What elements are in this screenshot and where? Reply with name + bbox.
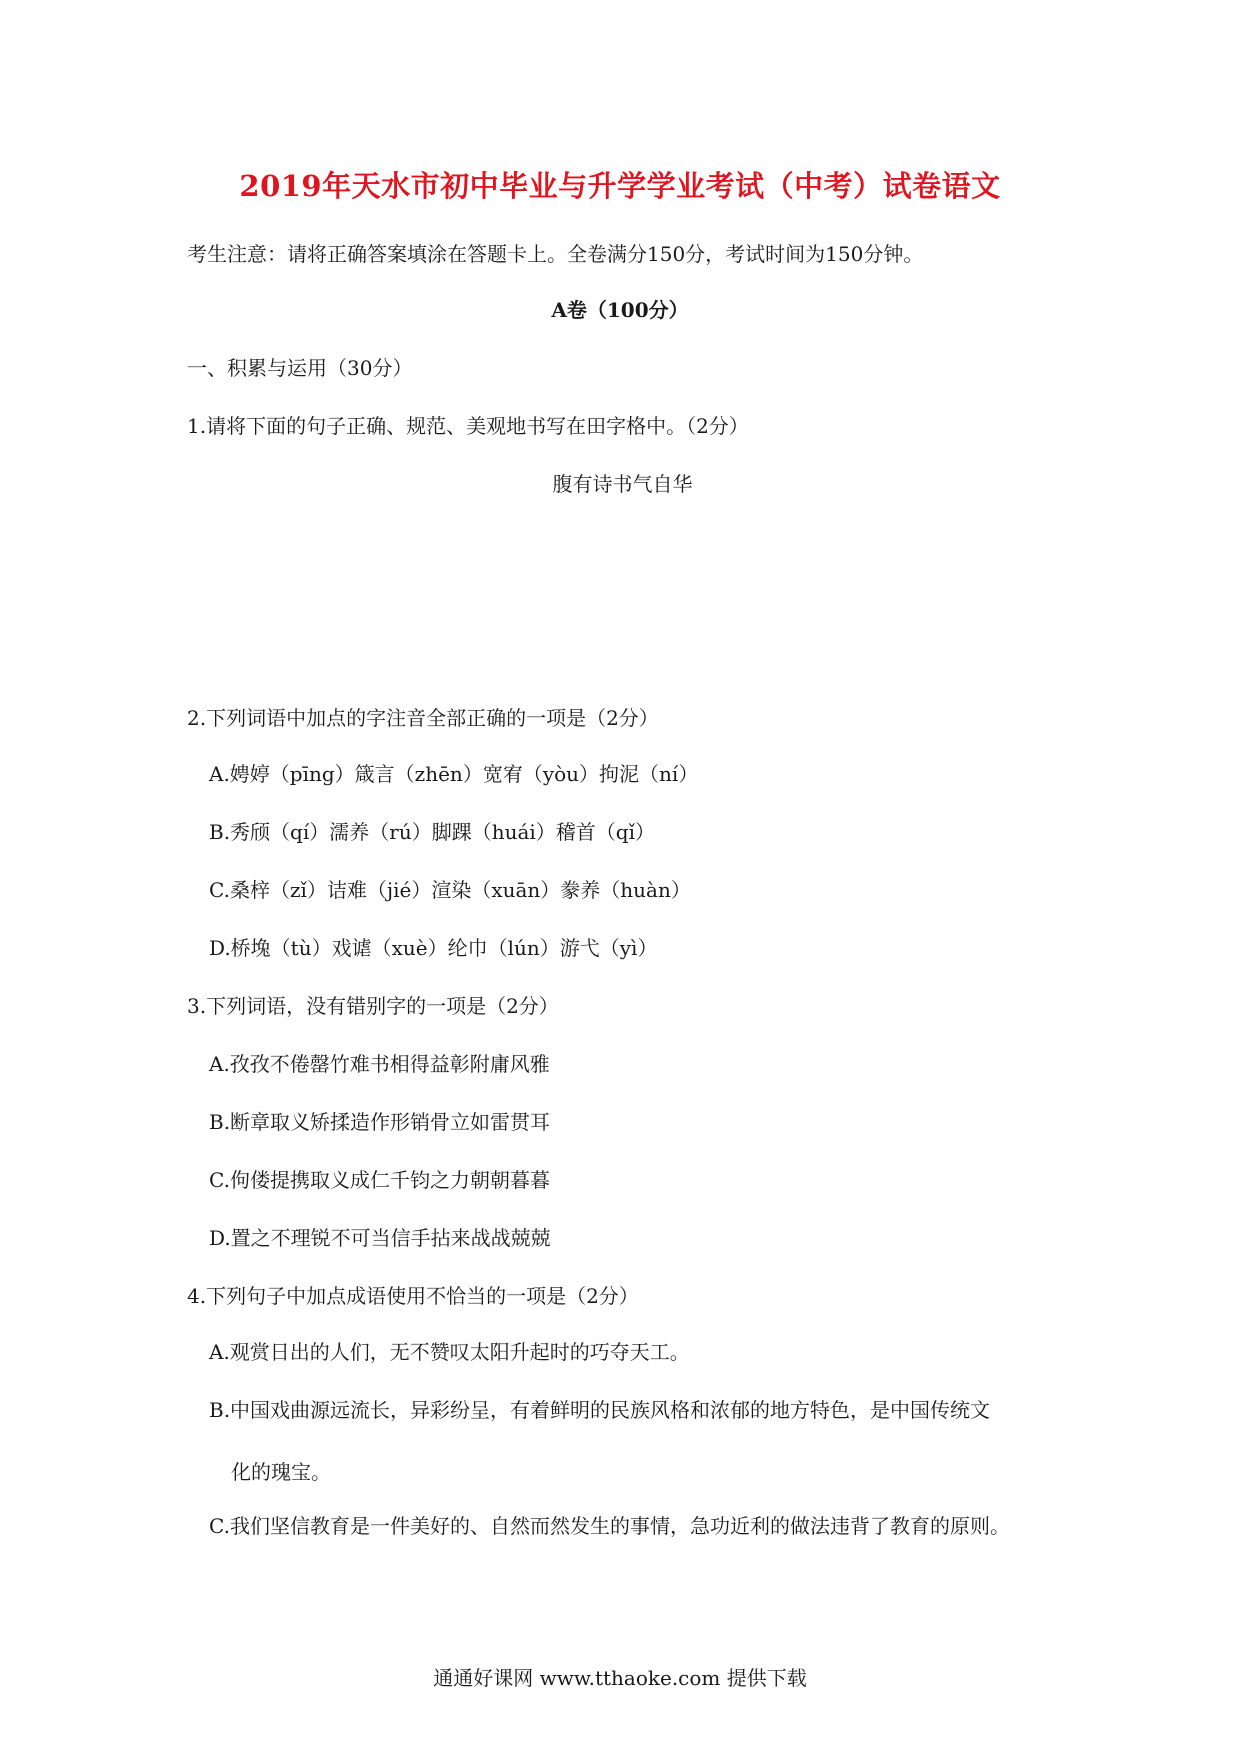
question-4-option-c: C.我们坚信教育是一件美好的、自然而然发生的事情，急功近利的做法违背了教育的原则。 xyxy=(209,1514,1010,1538)
part-a-heading: A卷（100分） xyxy=(551,298,689,322)
question-2-option-d: D.桥堍（tù）戏谑（xuè）纶巾（lún）游弋（yì） xyxy=(209,936,658,960)
question-3-option-b: B.断章取义矫揉造作形销骨立如雷贯耳 xyxy=(209,1110,551,1134)
question-3-stem: 3.下列词语，没有错别字的一项是（2分） xyxy=(187,994,559,1018)
question-2-stem: 2.下列词语中加点的字注音全部正确的一项是（2分） xyxy=(187,706,659,730)
question-4-option-a: A.观赏日出的人们，无不赞叹太阳升起时的巧夺天工。 xyxy=(209,1340,690,1364)
question-3-option-c: C.佝偻提携取义成仁千钧之力朝朝暮暮 xyxy=(209,1168,550,1192)
question-4-option-b: B.中国戏曲源远流长，异彩纷呈，有着鲜明的民族风格和浓郁的地方特色，是中国传统文 xyxy=(209,1398,991,1422)
question-4-option-b-continued: 化的瑰宝。 xyxy=(231,1460,331,1484)
exam-title: 2019年天水市初中毕业与升学学业考试（中考）试卷语文 xyxy=(239,169,1001,203)
section-1-heading: 一、积累与运用（30分） xyxy=(187,356,413,380)
question-3-option-d: D.置之不理锐不可当信手拈来战战兢兢 xyxy=(209,1226,551,1250)
question-3-option-a: A.孜孜不倦罄竹难书相得益彰附庸风雅 xyxy=(209,1052,550,1076)
page-footer: 通通好课网 www.tthaoke.com 提供下载 xyxy=(433,1666,807,1690)
question-1-stem: 1.请将下面的句子正确、规范、美观地书写在田字格中。（2分） xyxy=(187,414,749,438)
question-1-sentence: 腹有诗书气自华 xyxy=(552,472,693,496)
question-2-option-b: B.秀颀（qí）濡养（rú）脚踝（huái）稽首（qǐ） xyxy=(209,820,655,844)
question-2-option-c: C.桑梓（zǐ）诘难（jié）渲染（xuān）豢养（huàn） xyxy=(209,878,691,902)
question-2-option-a: A.娉婷（pīng）箴言（zhēn）宽宥（yòu）拘泥（ní） xyxy=(209,762,699,786)
question-4-stem: 4.下列句子中加点成语使用不恰当的一项是（2分） xyxy=(187,1284,639,1308)
candidate-notice: 考生注意：请将正确答案填涂在答题卡上。全卷满分150分，考试时间为150分钟。 xyxy=(187,242,924,266)
